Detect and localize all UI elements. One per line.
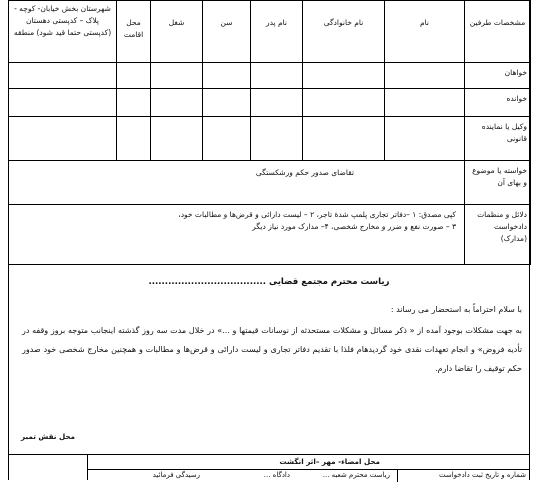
cell	[151, 89, 203, 117]
header-last-name: نام خانوادگی	[303, 1, 385, 63]
stamp-box	[8, 454, 88, 480]
referral-label: رسیدگی فرمائید	[152, 471, 200, 479]
request-table	[8, 160, 531, 265]
cell	[251, 89, 303, 117]
parties-table	[8, 0, 531, 161]
row-plaintiff	[9, 63, 531, 89]
cell	[303, 63, 385, 89]
cell	[9, 63, 117, 89]
cell	[151, 63, 203, 89]
row-attorney	[9, 117, 531, 161]
cell	[203, 63, 251, 89]
letter-heading: ریاست محترم مجتمع قضایی ....................................	[148, 277, 390, 287]
cell	[203, 89, 251, 117]
row-request	[9, 161, 531, 205]
header-job: شغل	[151, 1, 203, 63]
signature-label: محل امضاء- مهر –اثر انگشت	[279, 457, 380, 466]
stamp-label: محل نقش تمبر	[20, 432, 75, 441]
cell	[117, 89, 151, 117]
label-evidence: دلائل و منظمات دادخواست (مدارک)	[465, 205, 531, 265]
court-label: دادگاه ...	[263, 471, 290, 479]
header-residence: محل اقامت	[117, 1, 151, 63]
label-attorney: وکیل یا نماینده قانونی	[465, 117, 531, 161]
cell	[385, 63, 465, 89]
cell	[303, 117, 385, 161]
registry-label: شماره و تاریخ ثبت دادخواست	[438, 471, 526, 479]
divider	[397, 470, 398, 482]
letter-greeting: با سلام احتراماً به استحضار می رساند :	[390, 305, 522, 314]
cell	[117, 117, 151, 161]
header-age: سن	[203, 1, 251, 63]
header-parties: مشخصات طرفین	[465, 1, 531, 63]
cell	[385, 89, 465, 117]
cell	[251, 117, 303, 161]
row-defendant	[9, 89, 531, 117]
label-request: خواسته یا موضوع و بهای آن	[465, 161, 531, 205]
letter-body: به جهت مشکلات بوجود آمده از « ذکر مسائل و مشکلات مستحدثه از نوسانات قیمتها و ...» در خلال مدت سه روز گذشته اینجانب متوجه بروز وقفه در تأدیه فروض» و انجام تعهدات نقدی خود گردیدهام فلذا با تقدیم دفاتر تجاری و لیست دارائی و قرض‌ها و مطالبات و همچنین مخارج شخصی خود صدور حکم توقیف را تقاضا دارم.	[22, 326, 522, 373]
registry-row	[88, 469, 530, 482]
evidence-line-2: ۳ – صورت نفع و ضرر و مخارج شخصی، ۴– مدارک مورد نیاز دیگر	[252, 222, 456, 231]
signature-area	[88, 454, 530, 480]
header-row	[9, 1, 531, 63]
request-value: تقاضای صدور حکم ورشکستگی	[9, 161, 465, 205]
evidence-value	[9, 205, 465, 265]
cell	[9, 117, 117, 161]
branch-head: ریاست محترم شعبه ...	[322, 471, 390, 479]
cell	[385, 117, 465, 161]
cell	[251, 63, 303, 89]
header-address: شهرستان بخش خیابان- کوچه - پلاک – کدپستی دهستان (کدپستی حتما قید شود) منطقه	[9, 1, 117, 63]
label-plaintiff: خواهان	[465, 63, 531, 89]
cell	[9, 89, 117, 117]
label-defendant: خوانده	[465, 89, 531, 117]
cell	[203, 117, 251, 161]
evidence-line-1: کپی مصدق: ۱ –دفاتر تجاری پلمپ شدهٔ تاجر، ۲ – لیست دارائی و قرض‌ها و مطالبات خود،	[178, 210, 456, 219]
cell	[117, 63, 151, 89]
row-evidence	[9, 205, 531, 265]
header-first-name: نام	[385, 1, 465, 63]
cell	[303, 89, 385, 117]
cell	[151, 117, 203, 161]
header-father-name: نام پدر	[251, 1, 303, 63]
letter-section	[8, 264, 530, 454]
